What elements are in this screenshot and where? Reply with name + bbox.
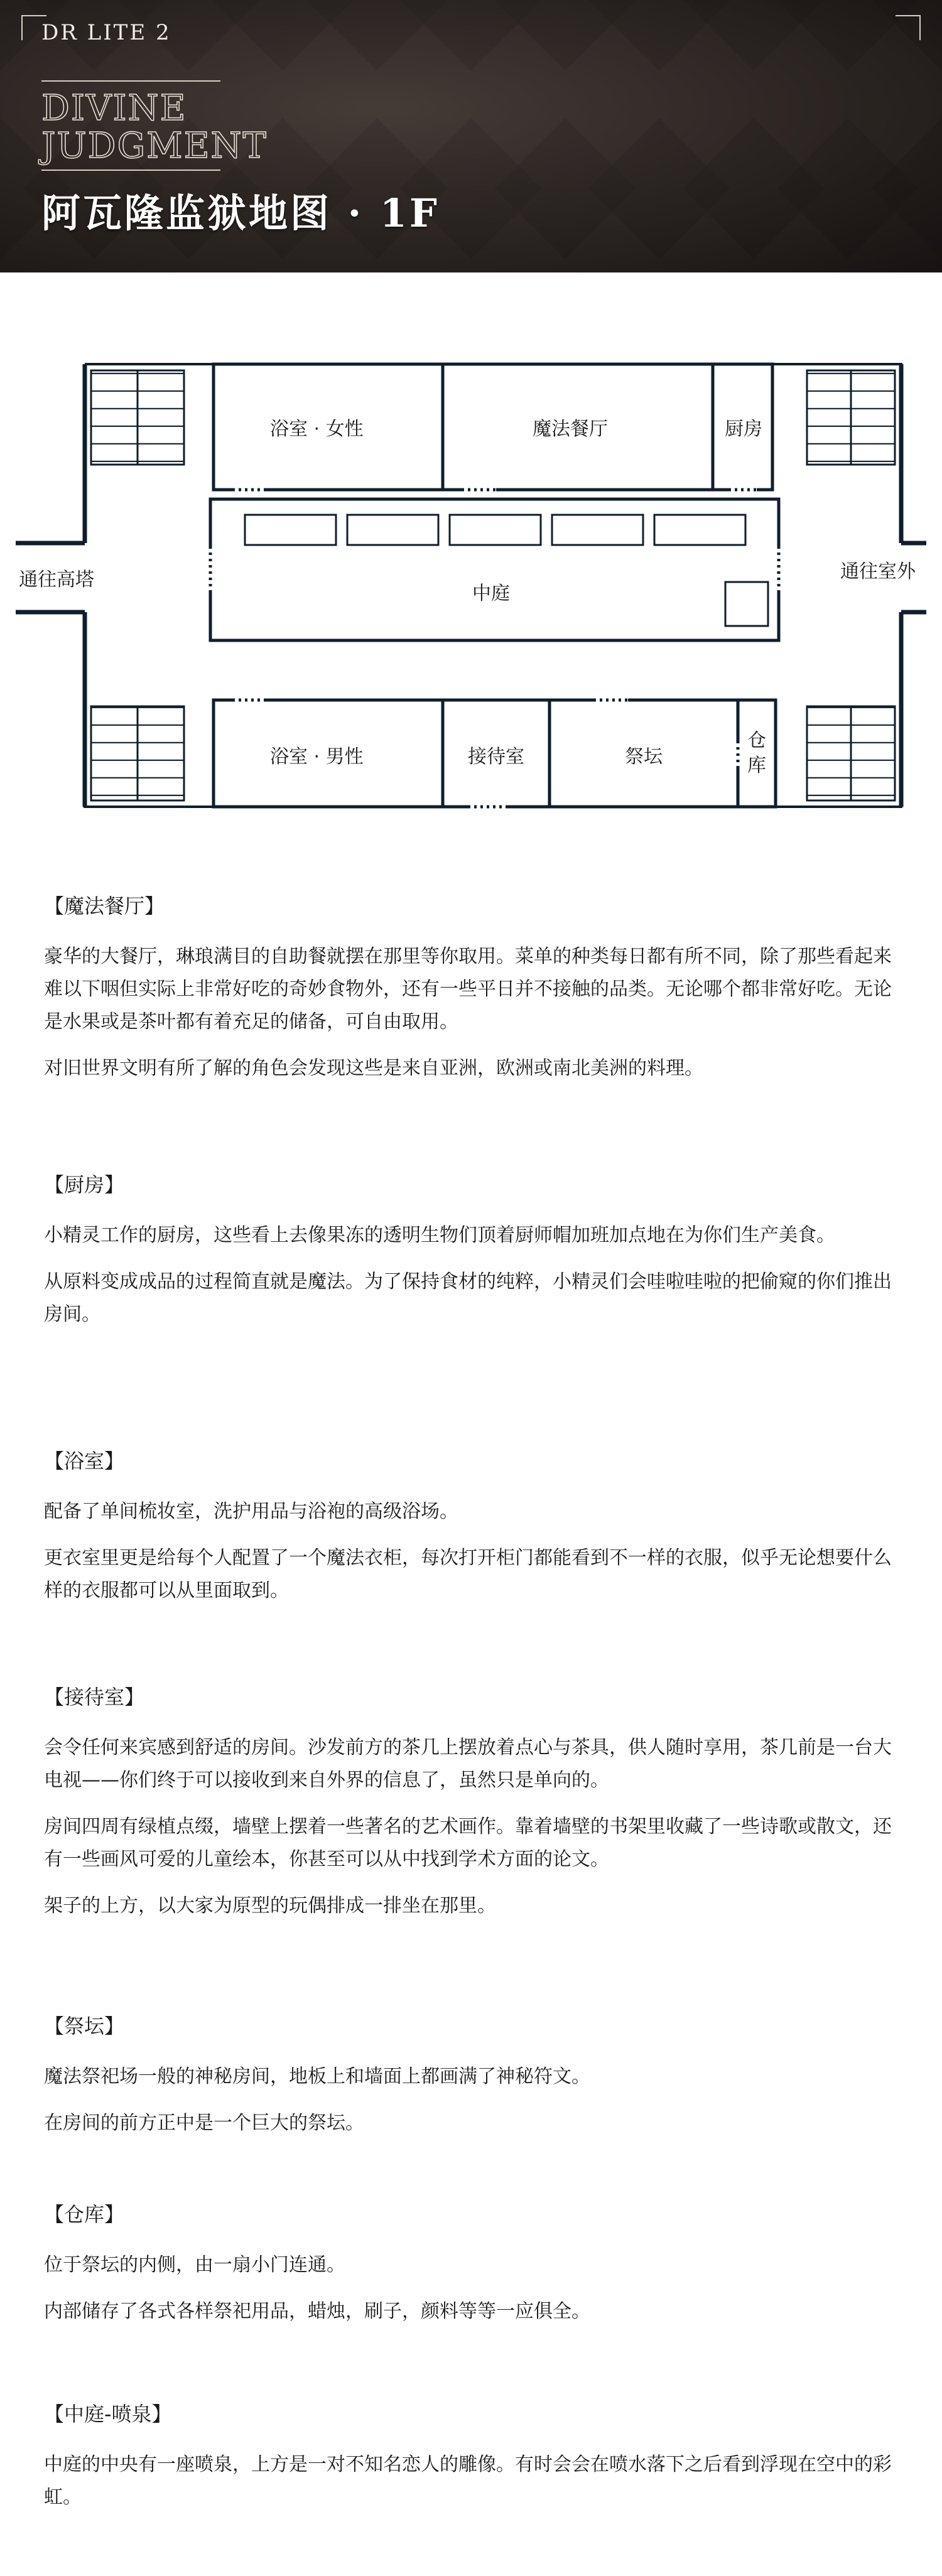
section-storage: [44, 2199, 898, 2342]
section-dining: [44, 890, 898, 1099]
exit-to-tower: 通往高塔: [19, 569, 94, 591]
title-rule-top: [41, 80, 220, 82]
section-bath: [44, 1445, 898, 1621]
paragraph: 魔法祭祀场一般的神秘房间，地板上和墙面上都画满了神秘符文。: [44, 2066, 590, 2088]
section-title: 【中庭-喷泉】: [44, 2402, 172, 2426]
section-title: 【祭坛】: [44, 2014, 125, 2038]
exit-to-outside: 通往室外: [840, 561, 916, 583]
paragraph: 小精灵工作的厨房，这些看上去像果冻的透明生物们顶着厨师帽加班加点地在为你们生产美食。: [44, 1224, 835, 1246]
section-title: 【浴室】: [44, 1449, 125, 1473]
section-reception: [44, 1681, 898, 1936]
title-rule-bottom: [41, 170, 220, 171]
paragraph: 更衣室里更是给每个人配置了一个魔法衣柜，每次打开柜门都能看到不一样的衣服，似乎无论想要什么样的衣服都可以从里面取到。: [44, 1547, 892, 1602]
paragraph: 在房间的前方正中是一个巨大的祭坛。: [44, 2112, 364, 2134]
paragraph: 配备了单间梳妆室，洗护用品与浴袍的高级浴场。: [44, 1501, 458, 1522]
room-storage-line2: 库: [747, 755, 766, 777]
section-title: 【厨房】: [44, 1173, 125, 1197]
room-altar: 祭坛: [625, 746, 663, 768]
room-dining: 魔法餐厅: [533, 418, 608, 440]
room-bath-female: 浴室 · 女性: [270, 418, 364, 440]
section-title: 【仓库】: [44, 2202, 125, 2226]
paragraph: 内部储存了各式各样祭祀用品，蜡烛，刷子，颜料等等一应俱全。: [44, 2300, 590, 2322]
room-kitchen: 厨房: [725, 418, 762, 440]
game-title-line1: DIVINE: [41, 88, 187, 129]
section-kitchen: [44, 1169, 898, 1345]
paragraph: 中庭的中央有一座喷泉，上方是一对不知名恋人的雕像。有时会会在喷水落下之后看到浮现在空中的彩虹。: [44, 2454, 892, 2508]
series-label: DR LITE 2: [41, 20, 171, 45]
floor-map: [0, 339, 942, 816]
corner-ornament-right: [896, 15, 921, 40]
paragraph: 豪华的大餐厅，琳琅满目的自助餐就摆在那里等你取用。菜单的种类每日都有所不同，除了那些看起来难以下咽但实际上非常好吃的奇妙食物外，还有一些平日并不接触的品类。无论哪个都非常好吃。无论是水果或是茶叶都有着充足的储备，可自由取用。: [44, 946, 892, 1033]
paragraph: 从原料变成成品的过程简直就是魔法。为了保持食材的纯粹，小精灵们会哇啦哇啦的把偷窥的你们推出房间。: [44, 1271, 892, 1325]
page-title: 阿瓦隆监狱地图 · 1F: [41, 190, 440, 236]
room-courtyard: 中庭: [472, 583, 510, 605]
paragraph: 架子的上方，以大家为原型的玩偶排成一排坐在那里。: [44, 1895, 496, 1917]
section-title: 【魔法餐厅】: [44, 894, 165, 918]
game-title-line2: JUDGMENT: [41, 126, 268, 166]
room-storage-line1: 仓: [747, 730, 766, 752]
section-courtyard: [44, 2398, 898, 2528]
room-reception: 接待室: [468, 746, 524, 768]
section-title: 【接待室】: [44, 1685, 145, 1709]
section-altar: [44, 2010, 898, 2153]
paragraph: 房间四周有绿植点缀，墙壁上摆着一些著名的艺术画作。靠着墙壁的书架里收藏了一些诗歌或散文，还有一些画风可爱的儿童绘本，你甚至可以从中找到学术方面的论文。: [44, 1816, 892, 1870]
paragraph: 对旧世界文明有所了解的角色会发现这些是来自亚洲，欧洲或南北美洲的料理。: [44, 1057, 703, 1079]
room-bath-male: 浴室 · 男性: [270, 746, 364, 768]
paragraph: 位于祭坛的内侧，由一扇小门连通。: [44, 2254, 345, 2276]
header-banner: [0, 0, 942, 272]
paragraph: 会令任何来宾感到舒适的房间。沙发前方的茶几上摆放着点心与茶具，供人随时享用，茶几前是一台大电视——你们终于可以接收到来自外界的信息了，虽然只是单向的。: [44, 1737, 892, 1791]
